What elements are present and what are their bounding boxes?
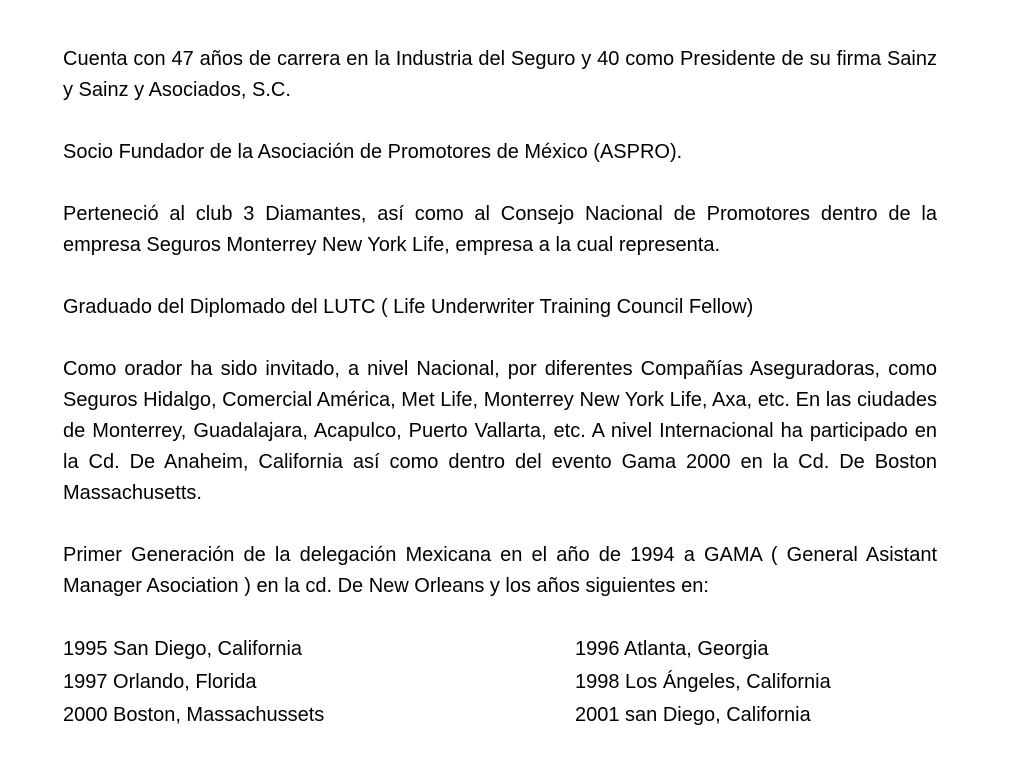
paragraph-gama: Primer Generación de la delegación Mexicana en el año de 1994 a GAMA ( General Asistant Manager Asociation ) en la cd. De New Orleans y los años siguientes en: bbox=[63, 544, 937, 597]
year-item: 2000 Boston, Massachussets bbox=[63, 704, 325, 726]
year-item: 1997 Orlando, Florida bbox=[63, 671, 257, 693]
paragraph-orador: Como orador ha sido invitado, a nivel Nacional, por diferentes Compañías Aseguradoras, como Seguros Hidalgo, Comercial América, Met Life, Monterrey New York Life, Axa, etc. En las ciudades de Monterrey, Guadalajara, Acapulco, Puerto Vallarta, etc. A nivel Internacional ha participado en la Cd. De Anaheim, California así como dentro del evento Gama 2000 en la Cd. De Boston Massachusetts. bbox=[63, 358, 937, 504]
paragraph-aspro: Socio Fundador de la Asociación de Promotores de México (ASPRO). bbox=[63, 141, 683, 163]
paragraph-lutc: Graduado del Diplomado del LUTC ( Life Underwriter Training Council Fellow) bbox=[63, 296, 754, 318]
gama-years-list bbox=[63, 633, 937, 732]
year-item: 1996 Atlanta, Georgia bbox=[575, 638, 769, 660]
year-item: 1998 Los Ángeles, California bbox=[575, 671, 831, 693]
year-item: 2001 san Diego, California bbox=[575, 704, 811, 726]
year-item: 1995 San Diego, California bbox=[63, 638, 303, 660]
paragraph-diamantes: Perteneció al club 3 Diamantes, así como al Consejo Nacional de Promotores dentro de la empresa Seguros Monterrey New York Life, empresa a la cual representa. bbox=[63, 203, 937, 256]
paragraph-career: Cuenta con 47 años de carrera en la Industria del Seguro y 40 como Presidente de su firma Sainz y Sainz y Asociados, S.C. bbox=[63, 48, 937, 101]
slide-body bbox=[63, 44, 937, 732]
